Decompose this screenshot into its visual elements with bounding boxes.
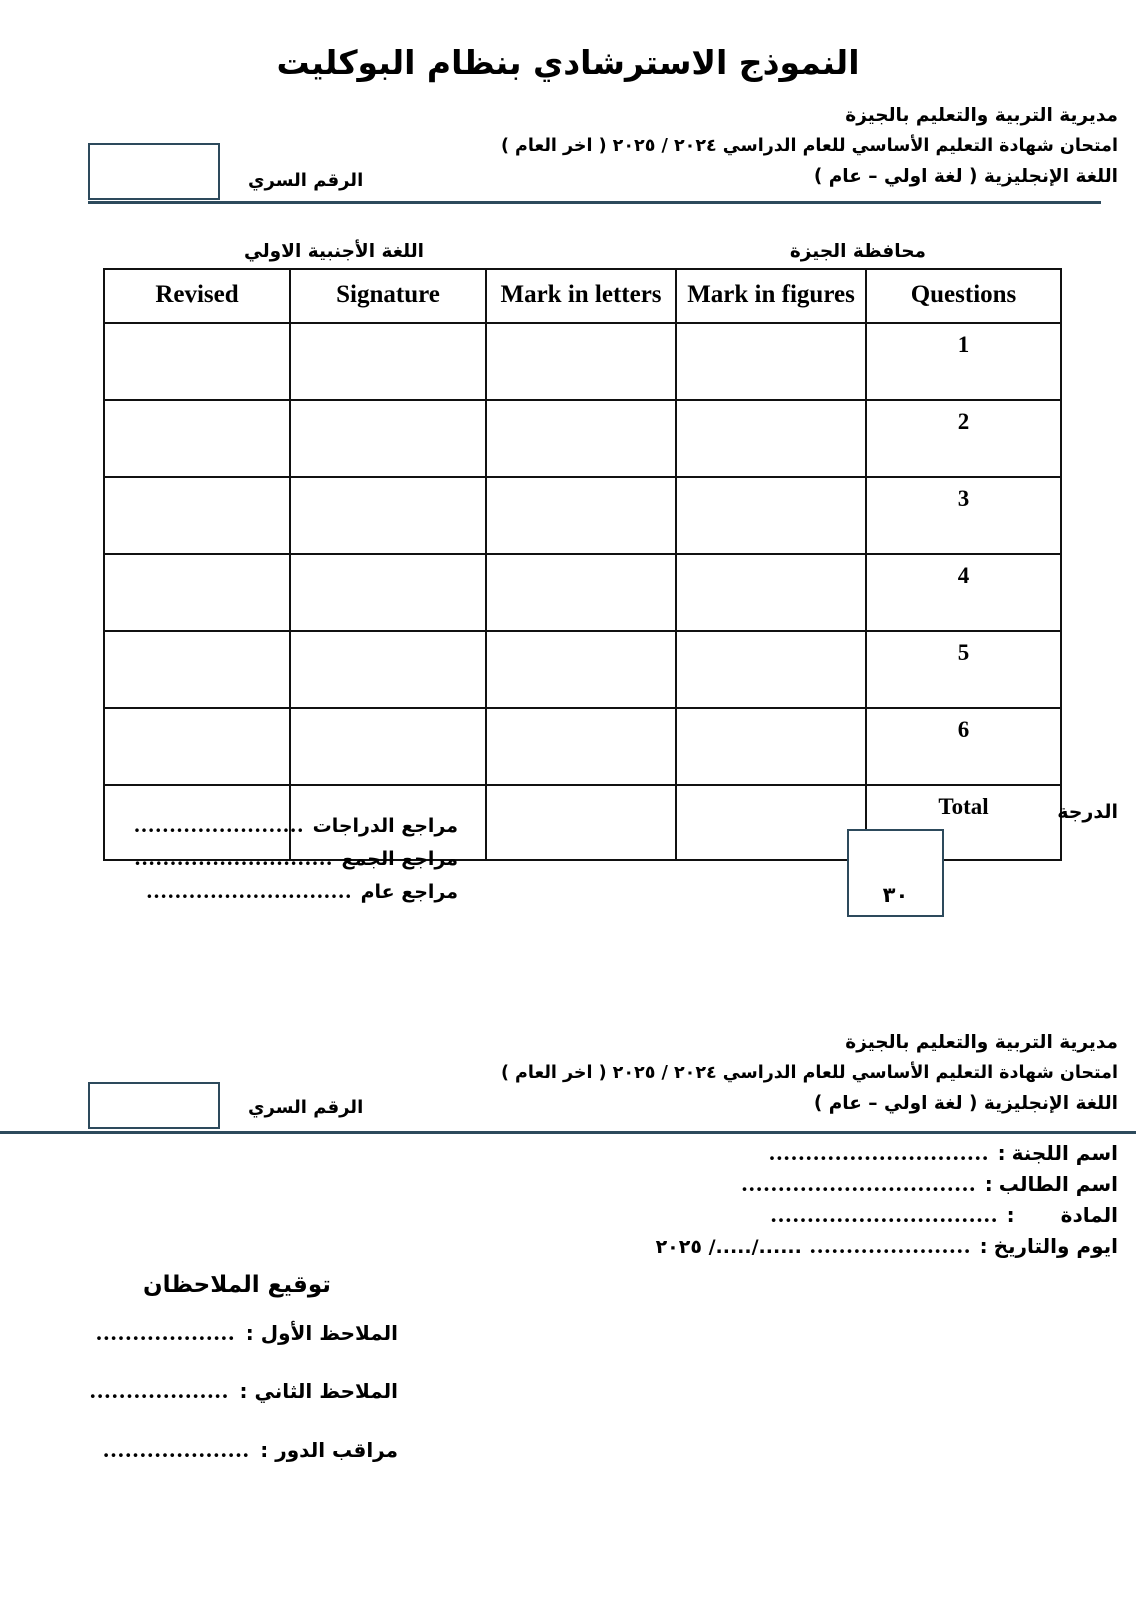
secret-number-box-bottom[interactable] xyxy=(88,1082,220,1129)
cell-signature[interactable] xyxy=(290,477,486,554)
shift-monitor-label: مراقب الدور : xyxy=(260,1438,398,1462)
cell-revised[interactable] xyxy=(104,708,290,785)
directorate-line-top: مديرية التربية والتعليم بالجيزة xyxy=(845,105,1118,126)
reviewer-sum-row xyxy=(135,845,458,871)
day-and-date-field xyxy=(656,1233,1118,1259)
directorate-line-bottom: مديرية التربية والتعليم بالجيزة xyxy=(845,1032,1118,1053)
exam-title-line-bottom: امتحان شهادة التعليم الأساسي للعام الدراسي ٢٠٢٤ / ٢٠٢٥ ( اخر العام ) xyxy=(500,1063,1118,1083)
subject-line-top: اللغة الإنجليزية ( لغة اولي – عام ) xyxy=(813,166,1118,187)
subject-field xyxy=(771,1202,1118,1228)
grade-label: الدرجة xyxy=(1057,801,1118,823)
cell-mark-letters[interactable] xyxy=(486,323,676,400)
day-and-date-colon: : xyxy=(979,1234,988,1258)
observers-signature-title: توقيع الملاحظان xyxy=(143,1272,331,1298)
day-and-date-input[interactable]: ...................... xyxy=(809,1233,972,1258)
cell-mark-letters[interactable] xyxy=(486,400,676,477)
cell-question: 2 xyxy=(866,400,1061,477)
cell-mark-figures[interactable] xyxy=(676,554,866,631)
header-divider-bottom xyxy=(0,1131,1136,1134)
table-row xyxy=(104,323,1061,400)
subject-line-bottom: اللغة الإنجليزية ( لغة اولي – عام ) xyxy=(813,1093,1118,1114)
cell-mark-figures[interactable] xyxy=(676,477,866,554)
exam-title-line-top: امتحان شهادة التعليم الأساسي للعام الدراسي ٢٠٢٤ / ٢٠٢٥ ( اخر العام ) xyxy=(500,136,1118,156)
column-header-revised: Revised xyxy=(104,269,290,323)
table-row xyxy=(104,477,1061,554)
cell-revised[interactable] xyxy=(104,631,290,708)
cell-revised[interactable] xyxy=(104,554,290,631)
committee-name-input[interactable]: .............................. xyxy=(769,1140,990,1165)
committee-name-colon: : xyxy=(997,1141,1006,1165)
first-observer-label: الملاحظ الأول : xyxy=(245,1321,398,1345)
cell-mark-figures[interactable] xyxy=(676,400,866,477)
table-row xyxy=(104,708,1061,785)
cell-signature[interactable] xyxy=(290,631,486,708)
cell-mark-figures[interactable] xyxy=(676,785,866,860)
cell-question: 3 xyxy=(866,477,1061,554)
second-observer-label: الملاحظ الثاني : xyxy=(239,1379,398,1403)
first-observer-row xyxy=(96,1320,398,1346)
page-title: النموذج الاسترشادي بنظام البوكليت xyxy=(276,43,860,82)
reviewer-sum-line[interactable]: ............................ xyxy=(134,845,334,870)
cell-mark-letters[interactable] xyxy=(486,554,676,631)
table-row xyxy=(104,400,1061,477)
first-observer-signature-line[interactable]: ................... xyxy=(96,1320,236,1345)
cell-revised[interactable] xyxy=(104,323,290,400)
subject-label: المادة xyxy=(1060,1203,1118,1227)
cell-mark-letters[interactable] xyxy=(486,785,676,860)
cell-mark-figures[interactable] xyxy=(676,631,866,708)
student-name-input[interactable]: ................................ xyxy=(741,1171,977,1196)
reviewer-general-line[interactable]: ............................. xyxy=(146,878,353,903)
reviewer-marks-label: مراجع الدراجات xyxy=(312,815,458,837)
cell-mark-figures[interactable] xyxy=(676,323,866,400)
column-header-mark-figures: Mark in figures xyxy=(676,269,866,323)
cell-question: 5 xyxy=(866,631,1061,708)
second-observer-signature-line[interactable]: ................... xyxy=(89,1378,230,1403)
table-row xyxy=(104,554,1061,631)
cell-mark-letters[interactable] xyxy=(486,477,676,554)
student-name-field xyxy=(742,1171,1118,1197)
cell-revised[interactable] xyxy=(104,477,290,554)
cell-revised[interactable] xyxy=(104,400,290,477)
grade-box[interactable] xyxy=(847,829,944,917)
header-divider-top xyxy=(88,201,1101,204)
subject-colon: : xyxy=(1006,1203,1015,1227)
committee-name-field xyxy=(769,1140,1118,1166)
table-header-row xyxy=(104,269,1061,323)
cell-mark-letters[interactable] xyxy=(486,631,676,708)
shift-monitor-signature-line[interactable]: .................... xyxy=(103,1437,251,1462)
reviewer-sum-label: مراجع الجمع xyxy=(341,848,458,870)
cell-mark-figures[interactable] xyxy=(676,708,866,785)
column-header-mark-letters: Mark in letters xyxy=(486,269,676,323)
student-name-label: اسم الطالب xyxy=(998,1172,1118,1196)
committee-name-label: اسم اللجنة xyxy=(1011,1141,1118,1165)
subject-input[interactable]: ............................... xyxy=(770,1202,999,1227)
secret-number-box-top[interactable] xyxy=(88,143,220,200)
grade-value: ٣٠ xyxy=(882,883,909,907)
day-and-date-year[interactable]: ....../...../ ٢٠٢٥ xyxy=(655,1236,802,1258)
cell-mark-letters[interactable] xyxy=(486,708,676,785)
foreign-language-label: اللغة الأجنبية الاولي xyxy=(244,241,424,262)
cell-signature[interactable] xyxy=(290,708,486,785)
day-and-date-label: ايوم والتاريخ xyxy=(993,1234,1118,1258)
table-row xyxy=(104,631,1061,708)
cell-signature[interactable] xyxy=(290,554,486,631)
column-header-questions: Questions xyxy=(866,269,1061,323)
cell-signature[interactable] xyxy=(290,400,486,477)
student-name-colon: : xyxy=(984,1172,993,1196)
cell-question: 1 xyxy=(866,323,1061,400)
governorate-label: محافظة الجيزة xyxy=(789,241,926,262)
secret-number-label-bottom: الرقم السري xyxy=(248,1097,364,1118)
cell-total-label: Total xyxy=(866,785,1061,860)
reviewer-marks-line[interactable]: ........................ xyxy=(134,812,305,837)
cell-question: 4 xyxy=(866,554,1061,631)
shift-monitor-row xyxy=(103,1437,398,1463)
reviewer-general-row xyxy=(147,878,458,904)
reviewer-general-label: مراجع عام xyxy=(360,881,458,903)
column-header-signature: Signature xyxy=(290,269,486,323)
marks-table xyxy=(103,268,1062,861)
second-observer-row xyxy=(90,1378,398,1404)
reviewer-marks-row xyxy=(134,812,458,838)
cell-question: 6 xyxy=(866,708,1061,785)
secret-number-label-top: الرقم السري xyxy=(248,170,364,191)
cell-signature[interactable] xyxy=(290,323,486,400)
